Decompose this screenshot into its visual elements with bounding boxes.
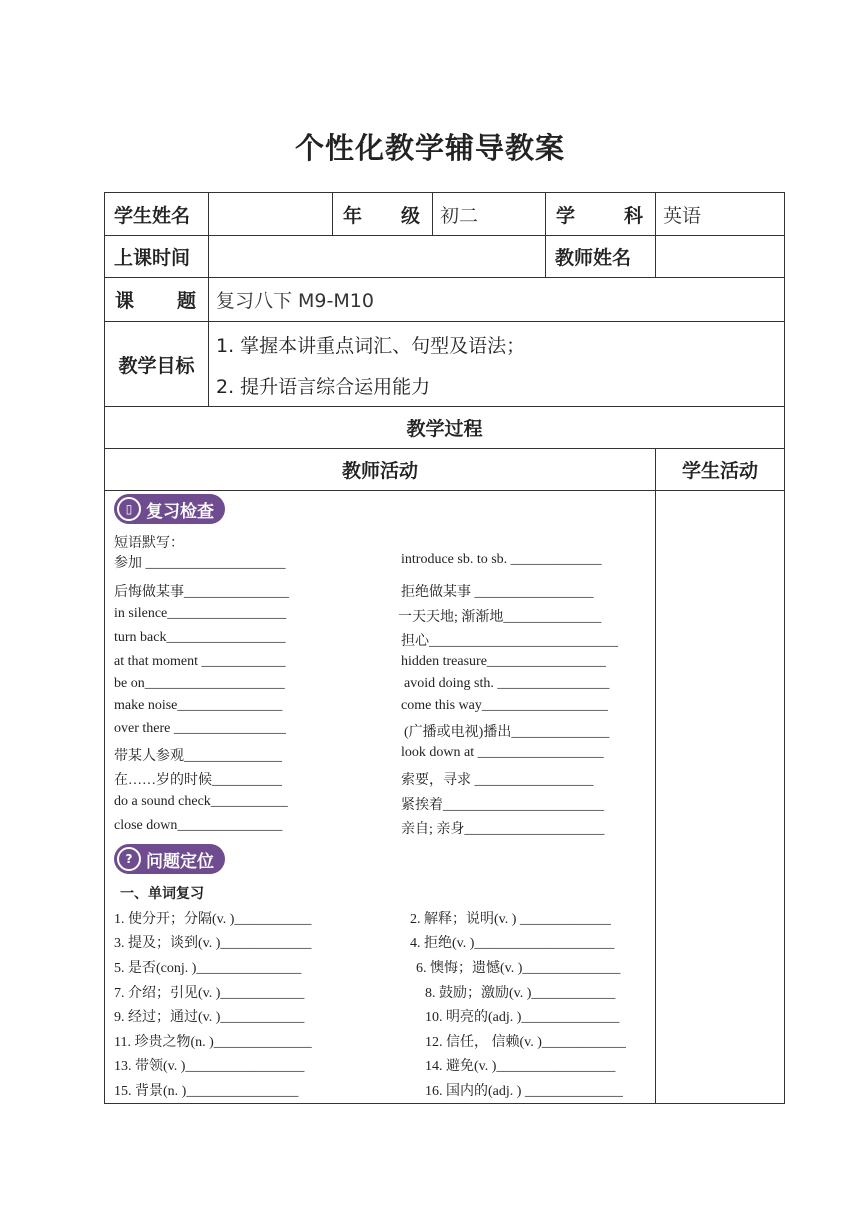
phrase-item: close down_______________	[114, 818, 283, 833]
grade-label: 年 级	[343, 204, 420, 227]
vocab-item: 5. 是否(conj. )_______________	[114, 961, 302, 976]
teacher-name-label: 教师姓名	[555, 247, 632, 269]
section-title: 一、单词复习	[120, 886, 204, 902]
phrase-item: 参加 ____________________	[114, 556, 286, 571]
phrase-item: 带某人参观______________	[114, 749, 282, 764]
phrase-item: 索要，寻求 _________________	[401, 773, 594, 788]
problems-badge	[114, 844, 225, 874]
phrase-item: be on____________________	[114, 676, 285, 691]
vocab-item: 8. 鼓励；激励(v. )____________	[425, 986, 616, 1001]
goal-item: 1. 掌握本讲重点词汇、句型及语法；	[216, 335, 526, 357]
phrase-item: 亲自; 亲身____________________	[401, 822, 605, 837]
phrase-item: over there ________________	[114, 721, 286, 736]
vocab-item: 4. 拒绝(v. )____________________	[410, 936, 615, 951]
table-border	[655, 448, 656, 1103]
vocab-item: 10. 明亮的(adj. )______________	[425, 1010, 620, 1025]
clipboard-icon: ▯	[117, 497, 141, 521]
vocab-item: 15. 背景(n. )________________	[114, 1084, 299, 1099]
phrase-item: 紧挨着_______________________	[401, 798, 604, 813]
question-icon: ?	[117, 847, 141, 871]
phrase-item: hidden treasure_________________	[401, 654, 606, 669]
vocab-item: 2. 解释；说明(v. ) _____________	[410, 912, 611, 927]
phrase-item: at that moment ____________	[114, 654, 286, 669]
phrase-item: 后悔做某事_______________	[114, 585, 289, 600]
review-intro: 短语默写：	[114, 536, 184, 551]
topic-value: 复习八下 M9-M10	[216, 290, 374, 312]
table-border	[104, 490, 785, 491]
vocab-item: 14. 避免(v. )_________________	[425, 1059, 616, 1074]
phrase-item: do a sound check___________	[114, 794, 288, 809]
subject-value: 英语	[663, 204, 702, 227]
teacher-name-value	[656, 236, 791, 277]
phrase-item: look down at __________________	[401, 745, 604, 760]
topic-label: 课 题	[115, 290, 196, 312]
phrase-item: 一天天地; 渐渐地______________	[398, 610, 602, 625]
vocab-item: 7. 介绍；引见(v. )____________	[114, 986, 305, 1001]
vocab-item: 11. 珍贵之物(n. )______________	[114, 1035, 312, 1050]
vocab-item: 6. 懊悔；遗憾(v. )______________	[416, 961, 621, 976]
phrase-item: 担心___________________________	[401, 634, 618, 649]
review-badge	[114, 494, 225, 524]
student-name-value	[209, 193, 339, 235]
student-name-label: 学生姓名	[114, 204, 191, 227]
page-title: 个性化教学辅导教案	[294, 131, 565, 165]
phrase-item: (广播或电视)播出______________	[404, 725, 610, 740]
vocab-item: 12. 信任， 信赖(v. )____________	[425, 1035, 626, 1050]
review-badge-label: 复习检查	[146, 501, 214, 522]
subject-label: 学 科	[556, 204, 643, 227]
goal-item: 2. 提升语言综合运用能力	[216, 376, 431, 398]
grade-value: 初二	[440, 204, 479, 227]
vocab-item: 16. 国内的(adj. ) ______________	[425, 1084, 623, 1099]
process-heading: 教学过程	[406, 418, 483, 440]
class-time-label: 上课时间	[114, 247, 191, 269]
vocab-item: 3. 提及；谈到(v. )_____________	[114, 936, 312, 951]
phrase-item: come this way__________________	[401, 698, 608, 713]
problems-badge-label: 问题定位	[146, 851, 214, 872]
class-time-value	[209, 236, 552, 277]
phrase-item: avoid doing sth. ________________	[404, 676, 610, 691]
phrase-item: 拒绝做某事 _________________	[401, 585, 594, 600]
table-border	[104, 1103, 785, 1104]
teacher-activity-header: 教师活动	[341, 460, 418, 482]
phrase-item: make noise_______________	[114, 698, 283, 713]
phrase-item: introduce sb. to sb. _____________	[401, 552, 602, 567]
phrase-item: in silence_________________	[114, 606, 287, 621]
vocab-item: 1. 使分开；分隔(v. )___________	[114, 912, 312, 927]
goal-label: 教学目标	[118, 354, 195, 377]
phrase-item: turn back_________________	[114, 630, 286, 645]
phrase-item: 在……岁的时候__________	[114, 773, 282, 788]
table-border	[784, 192, 785, 1104]
vocab-item: 9. 经过；通过(v. )____________	[114, 1010, 305, 1025]
student-activity-header: 学生活动	[681, 460, 758, 482]
vocab-item: 13. 带领(v. )_________________	[114, 1059, 305, 1074]
